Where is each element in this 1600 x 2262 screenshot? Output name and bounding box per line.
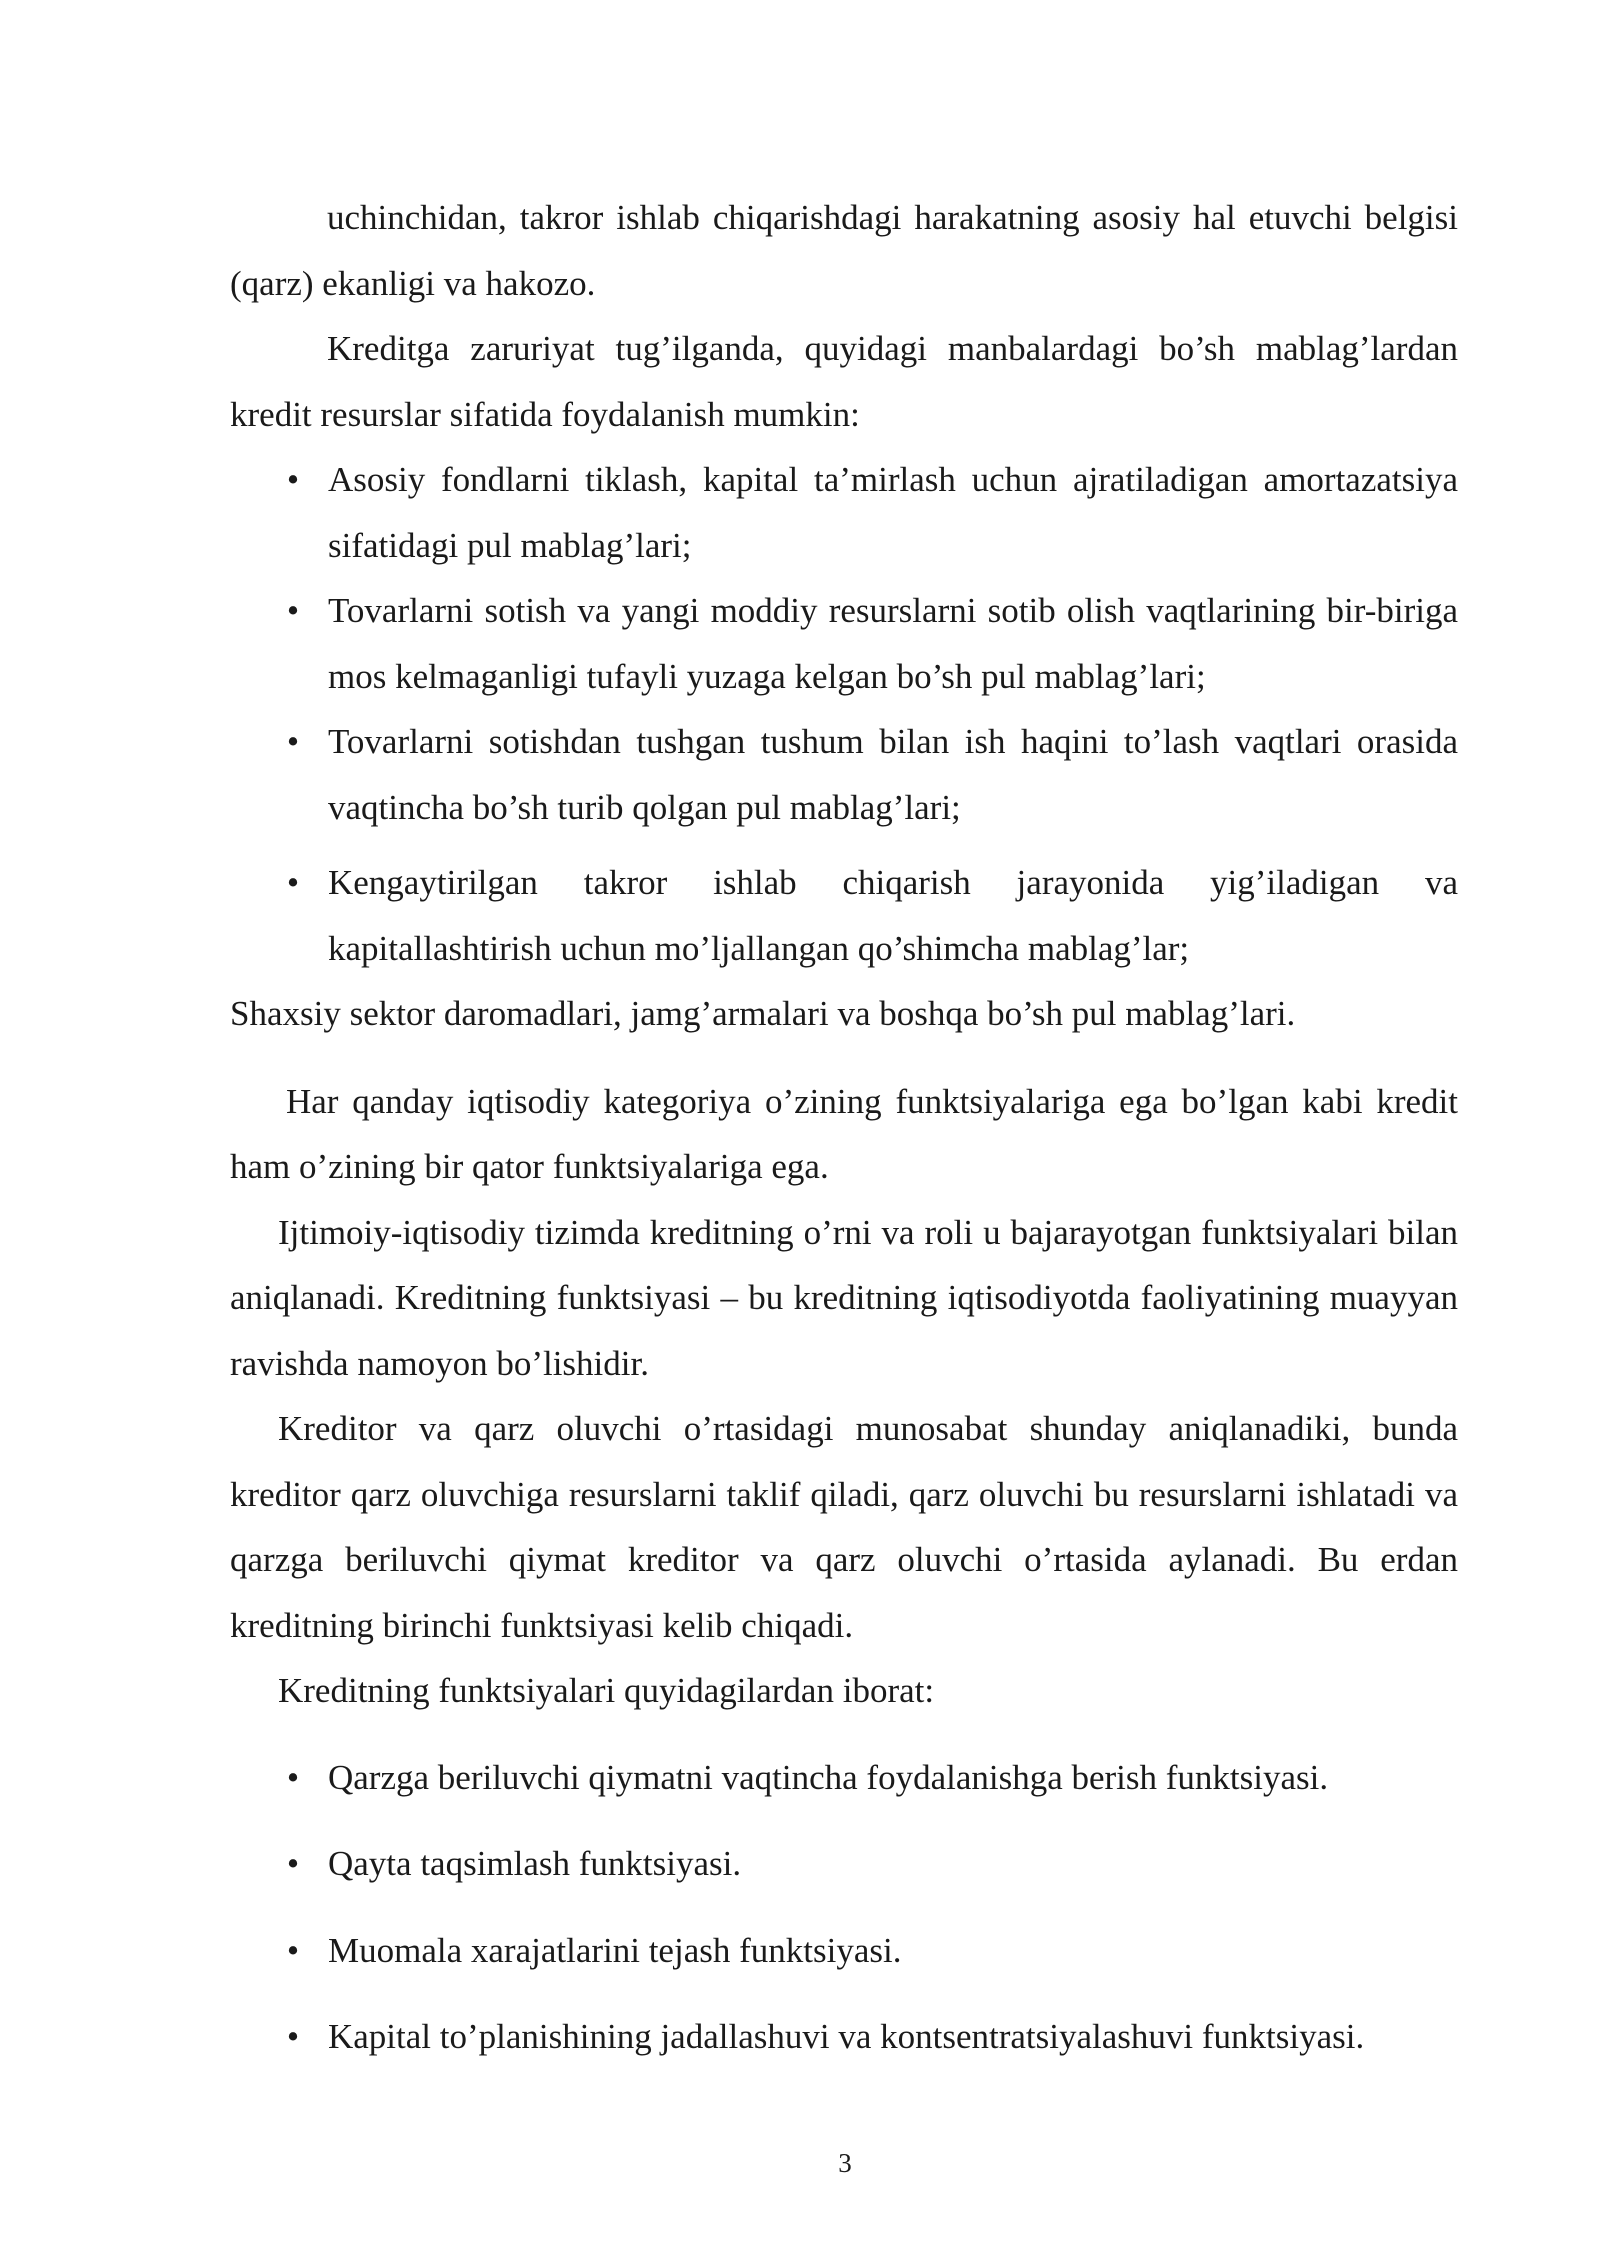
paragraph-uchinchidan: uchinchidan, takror ishlab chiqarishdagi harakatning asosiy hal etuvchi belgisi (qarz) ekanligi va hakozo. <box>230 198 1458 303</box>
paragraph-shaxsiy-sektor: Shaxsiy sektor daromadlari, jamg’armalari va boshqa bo’sh pul mablag’lari. <box>230 994 1296 1033</box>
paragraph-kreditga-zaruriyat: Kreditga zaruriyat tug’ilganda, quyidagi manbalardagi bo’sh mablag’lardan kredit resurslar sifatida foydalanish mumkin: <box>230 329 1458 434</box>
list-item <box>230 578 1458 709</box>
functions-list <box>230 1745 1458 2070</box>
bullet-icon: • <box>286 1930 300 1970</box>
paragraph-funktsiyalari-iborat: Kreditning funktsiyalari quyidagilardan iborat: <box>278 1671 935 1710</box>
list-item <box>230 1745 1458 1811</box>
bullet-icon: • <box>286 2017 300 2056</box>
bullet-icon: • <box>286 1757 300 1797</box>
paragraph-har-qanday: Har qanday iqtisodiy kategoriya o’zining funktsiyalariga ega bo’lgan kabi kredit ham o’zining bir qator funktsiyalariga ega. <box>230 1081 1458 1186</box>
list-item-text: Qayta taqsimlash funktsiyasi. <box>328 1844 742 1883</box>
bullet-icon: • <box>286 460 300 499</box>
paragraph-kreditor-va-qarz: Kreditor va qarz oluvchi o’rtasidagi munosabat shunday aniqlanadiki, bunda kreditor qarz oluvchiga resurslarni taklif qiladi, qarz oluvchi bu resurslarni ishlatadi va qarzga beriluvchi qiymat kreditor va qarz oluvchi o’rtasida aylanadi. Bu erdan kreditning birinchi funktsiyasi kelib chiqadi. <box>230 1409 1458 1645</box>
bullet-icon: • <box>286 1844 300 1883</box>
bullet-icon: • <box>286 591 300 630</box>
list-item-text: Tovarlarni sotish va yangi moddiy resurslarni sotib olish vaqtlarining bir-biriga mos kelmaganligi tufayli yuzaga kelgan bo’sh pul mablag’lari; <box>328 591 1458 696</box>
bullet-icon: • <box>286 863 300 902</box>
document-page <box>230 185 1458 2070</box>
paragraph-ijtimoiy-iqtisodiy: Ijtimoiy-iqtisodiy tizimda kreditning o’rni va roli u bajarayotgan funktsiyalari bilan aniqlanadi. Kreditning funktsiyasi – bu kreditning iqtisodiyotda faoliyatining muayyan ravishda namoyon bo’lishidir. <box>230 1212 1458 1383</box>
list-item-text: Muomala xarajatlarini tejash funktsiyasi. <box>328 1930 902 1970</box>
list-item <box>230 709 1458 840</box>
list-item-text: Tovarlarni sotishdan tushgan tushum bilan ish haqini to’lash vaqtlari orasida vaqtincha bo’sh turib qolgan pul mablag’lari; <box>328 722 1458 827</box>
list-item-text: Qarzga beriluvchi qiymatni vaqtincha foydalanishga berish funktsiyasi. <box>328 1757 1329 1797</box>
page-number: 3 <box>838 2148 852 2178</box>
list-item <box>230 850 1458 981</box>
list-item <box>230 1831 1458 1897</box>
list-item-text: Kengaytirilgan takror ishlab chiqarish jarayonida yig’iladigan va kapitallashtirish uchun mo’ljallangan qo’shimcha mablag’lar; <box>328 863 1458 968</box>
list-item <box>230 2004 1458 2070</box>
list-item-text: Kapital to’planishining jadallashuvi va kontsentratsiyalashuvi funktsiyasi. <box>328 2017 1365 2056</box>
list-item-text: Asosiy fondlarni tiklash, kapital ta’mirlash uchun ajratiladigan amortazatsiya sifatidagi pul mablag’lari; <box>328 460 1458 565</box>
sources-list <box>230 447 1458 981</box>
list-item <box>230 447 1458 578</box>
list-item <box>230 1918 1458 1984</box>
bullet-icon: • <box>286 722 300 761</box>
